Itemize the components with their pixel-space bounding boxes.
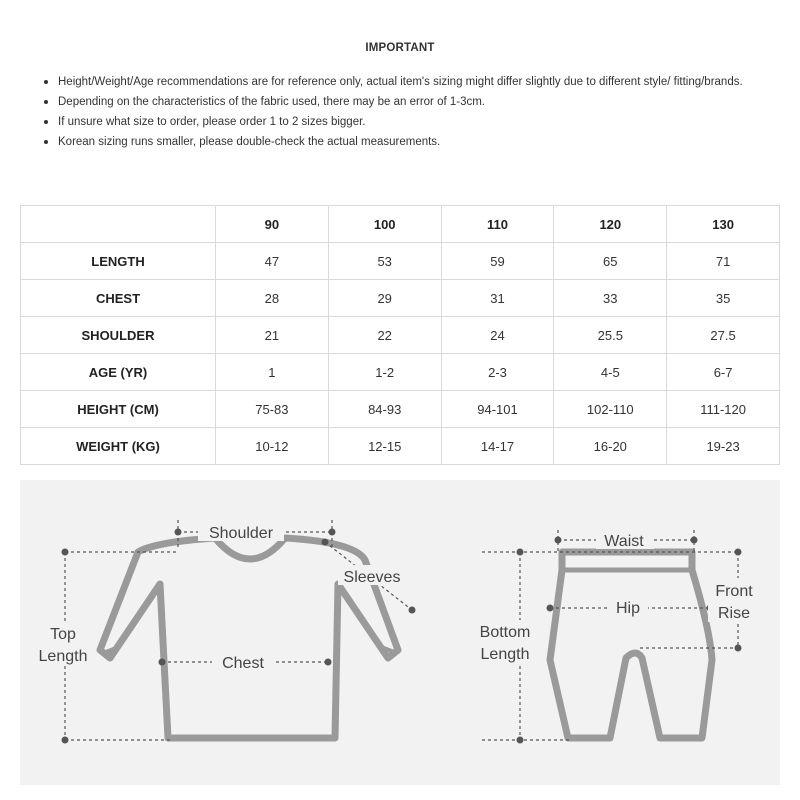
table-row [21, 317, 780, 354]
table-cell: 21 [216, 317, 329, 354]
table-cell: 31 [441, 280, 554, 317]
table-cell: 33 [554, 280, 667, 317]
table-cell: 16-20 [554, 428, 667, 465]
table-cell: 59 [441, 243, 554, 280]
notice-item: Height/Weight/Age recommendations are for reference only, actual item's sizing might differ slightly due to different style/ fitting/brands. [38, 72, 778, 92]
table-cell: 25.5 [554, 317, 667, 354]
table-cell: 84-93 [328, 391, 441, 428]
notice-title: IMPORTANT [365, 42, 435, 54]
table-cell: 53 [328, 243, 441, 280]
table-cell: 1 [216, 354, 329, 391]
table-cell: 14-17 [441, 428, 554, 465]
size-header: 100 [328, 206, 441, 243]
table-cell: 65 [554, 243, 667, 280]
size-header: 120 [554, 206, 667, 243]
table-cell: 6-7 [667, 354, 780, 391]
measurement-diagram-svg [20, 480, 780, 785]
header-empty-cell [21, 206, 216, 243]
table-cell: 28 [216, 280, 329, 317]
table-row [21, 354, 780, 391]
table-cell: 111-120 [667, 391, 780, 428]
table-cell: 27.5 [667, 317, 780, 354]
table-row [21, 428, 780, 465]
hip-label: Hip [615, 600, 641, 617]
front-rise-label-line2: Rise [717, 605, 751, 622]
table-cell: 4-5 [554, 354, 667, 391]
row-label: HEIGHT (CM) [21, 391, 216, 428]
table-cell: 102-110 [554, 391, 667, 428]
size-chart-table [20, 205, 780, 465]
table-cell: 35 [667, 280, 780, 317]
row-label: WEIGHT (KG) [21, 428, 216, 465]
size-header: 110 [441, 206, 554, 243]
table-cell: 19-23 [667, 428, 780, 465]
notice-item: Korean sizing runs smaller, please double-check the actual measurements. [38, 132, 778, 152]
notice-item: Depending on the characteristics of the fabric used, there may be an error of 1-3cm. [38, 92, 778, 112]
notice-list [38, 72, 778, 152]
row-label: AGE (YR) [21, 354, 216, 391]
table-cell: 24 [441, 317, 554, 354]
table-row [21, 280, 780, 317]
top-length-label-line2: Length [38, 648, 88, 665]
table-cell: 22 [328, 317, 441, 354]
front-rise-label-line1: Front [715, 583, 753, 600]
table-cell: 2-3 [441, 354, 554, 391]
table-cell: 47 [216, 243, 329, 280]
bottom-length-label-line2: Length [480, 646, 530, 663]
table-cell: 75-83 [216, 391, 329, 428]
table-cell: 12-15 [328, 428, 441, 465]
table-row [21, 243, 780, 280]
bottom-length-label-line1: Bottom [479, 624, 531, 641]
shoulder-label: Shoulder [208, 525, 274, 542]
bottom-garment-illustration [550, 552, 712, 738]
waist-label: Waist [604, 533, 644, 550]
measurement-diagram [20, 480, 780, 785]
chest-label: Chest [222, 655, 264, 672]
notice-item: If unsure what size to order, please order 1 to 2 sizes bigger. [38, 112, 778, 132]
table-row [21, 391, 780, 428]
row-label: CHEST [21, 280, 216, 317]
table-header-row [21, 206, 780, 243]
table-cell: 1-2 [328, 354, 441, 391]
sleeves-label: Sleeves [343, 569, 401, 586]
row-label: SHOULDER [21, 317, 216, 354]
size-header: 130 [667, 206, 780, 243]
top-length-label-line1: Top [50, 626, 76, 643]
table-cell: 29 [328, 280, 441, 317]
table-cell: 10-12 [216, 428, 329, 465]
row-label: LENGTH [21, 243, 216, 280]
table-cell: 94-101 [441, 391, 554, 428]
table-cell: 71 [667, 243, 780, 280]
size-header: 90 [216, 206, 329, 243]
